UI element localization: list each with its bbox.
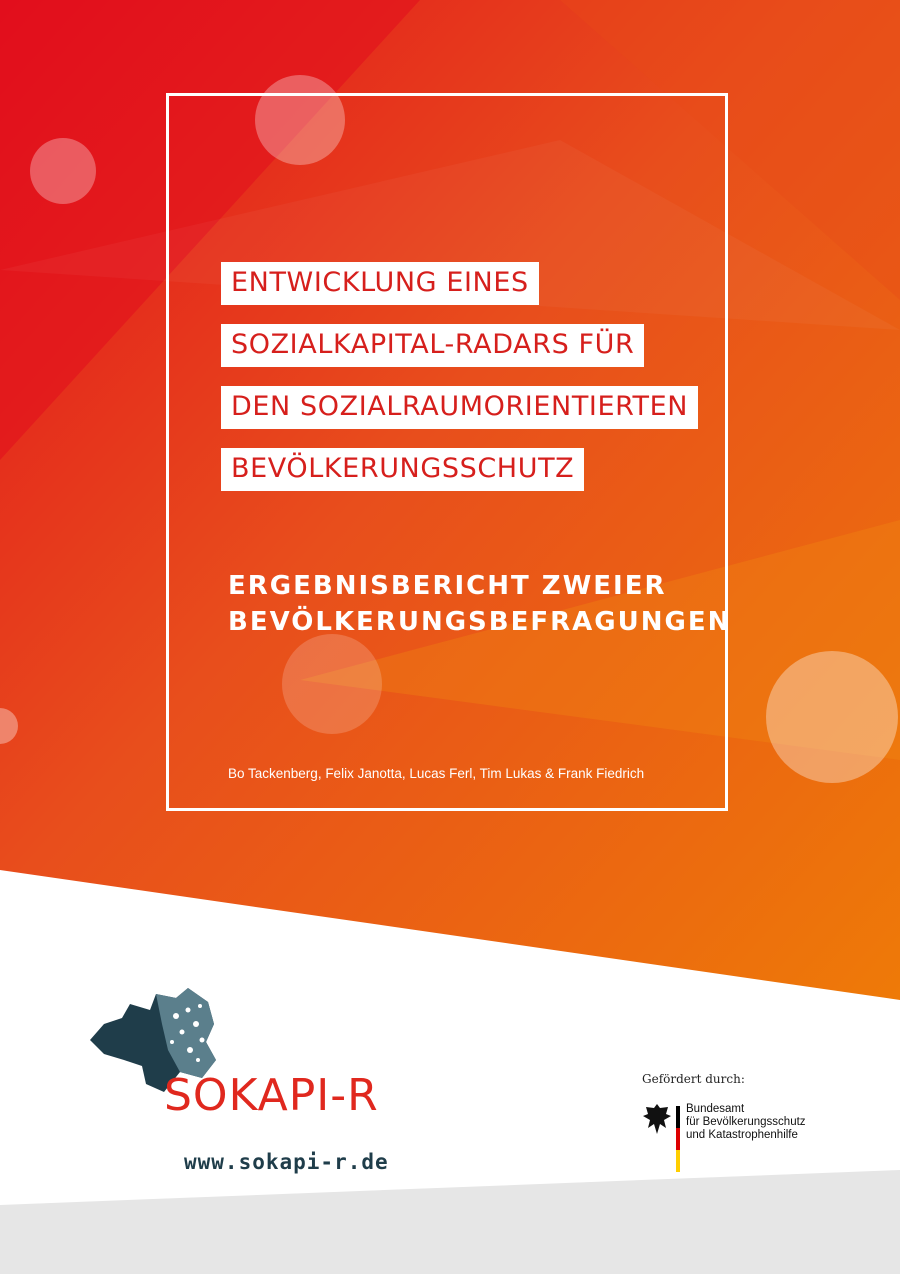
website-url[interactable]: www.sokapi-r.de <box>184 1150 389 1174</box>
bbk-logo <box>642 1102 842 1172</box>
report-title <box>221 262 698 510</box>
subtitle-line: ERGEBNISBERICHT ZWEIER <box>228 571 667 601</box>
flag-stripe <box>676 1106 680 1172</box>
authors: Bo Tackenberg, Felix Janotta, Lucas Ferl, Tim Lukas & Frank Fiedrich <box>228 766 645 781</box>
bbk-name-line: für Bevölkerungsschutz <box>686 1116 806 1128</box>
title-line: ENTWICKLUNG EINES <box>221 262 539 305</box>
logo-wordmark: SOKAPI-R <box>164 1070 379 1121</box>
report-subtitle <box>228 568 731 640</box>
funded-by-label: Gefördert durch: <box>642 1072 745 1086</box>
bbk-name-line: Bundesamt <box>686 1103 745 1115</box>
title-line: BEVÖLKERUNGSSCHUTZ <box>221 448 584 491</box>
title-line: SOZIALKAPITAL-RADARS FÜR <box>221 324 644 367</box>
sokapi-logo <box>84 980 404 1180</box>
bbk-name <box>686 1103 806 1142</box>
subtitle-line: BEVÖLKERUNGSBEFRAGUNGEN <box>228 607 732 637</box>
title-line: DEN SOZIALRAUMORIENTIERTEN <box>221 386 698 429</box>
bbk-name-line: und Katastrophenhilfe <box>686 1129 798 1141</box>
funder-block <box>642 1072 842 1172</box>
eagle-icon <box>642 1102 672 1136</box>
